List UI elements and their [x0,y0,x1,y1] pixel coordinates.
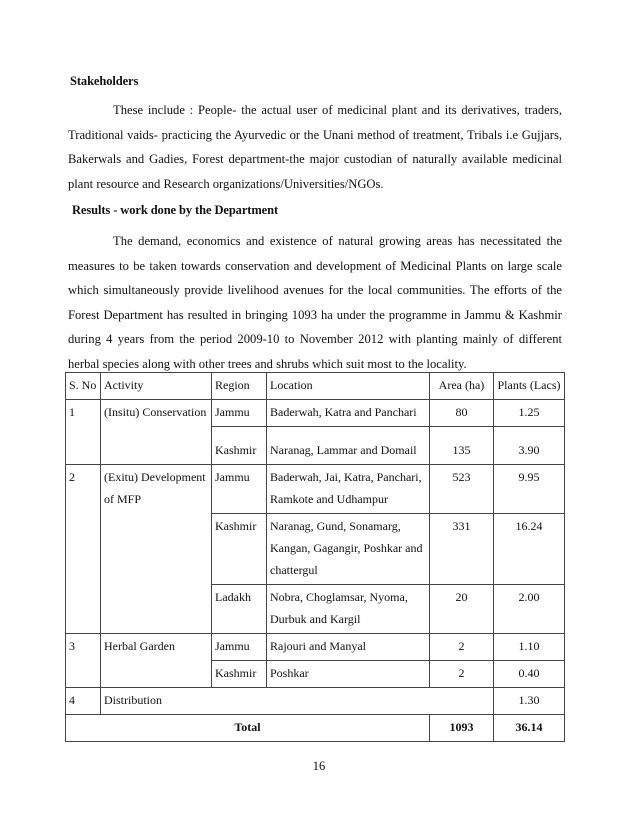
cell-sno: 3 [66,634,101,688]
cell-area: 2 [430,634,494,661]
cell-activity: (Exitu) Development of MFP [101,465,212,634]
cell-plants: 3.90 [494,427,565,465]
cell-location: Nobra, Choglamsar, Nyoma, Durbuk and Kargil [267,585,430,634]
cell-plants: 0.40 [494,661,565,688]
table-header-row [66,373,565,400]
cell-area: 20 [430,585,494,634]
activity-table [65,372,565,742]
cell-location: Poshkar [267,661,430,688]
header-activity: Activity [101,373,212,400]
cell-plants: 1.10 [494,634,565,661]
cell-sno: 4 [66,688,101,715]
cell-sno: 1 [66,400,101,465]
header-plants: Plants (Lacs) [494,373,565,400]
cell-activity: (Insitu) Conservation [101,400,212,465]
cell-location: Baderwah, Katra and Panchari [267,400,430,427]
cell-region: Jammu [212,634,267,661]
cell-region: Kashmir [212,514,267,585]
table-row [66,465,565,514]
stakeholders-paragraph: These include : People- the actual user of medicinal plant and its derivatives, traders, Traditional vaids- practicing the Ayurvedic or the Unani method of treatment, Tribals i.e Gujjars, Bakerwals and Gadies, Forest department-the major custodian of naturally available medicinal plant resource and Research organizations/Universities/NGOs. [68,103,562,191]
total-label: Total [66,715,430,742]
cell-location: Baderwah, Jai, Katra, Panchari, Ramkote and Udhampur [267,465,430,514]
stakeholders-heading: Stakeholders [70,74,139,88]
results-heading: Results - work done by the Department [72,203,279,217]
total-plants: 36.14 [494,715,565,742]
cell-sno: 2 [66,465,101,634]
cell-area: 523 [430,465,494,514]
cell-plants: 1.25 [494,400,565,427]
header-location: Location [267,373,430,400]
table-total-row [66,715,565,742]
cell-plants: 9.95 [494,465,565,514]
total-area: 1093 [430,715,494,742]
header-area: Area (ha) [430,373,494,400]
cell-plants: 16.24 [494,514,565,585]
cell-activity: Distribution [101,688,494,715]
cell-region: Kashmir [212,427,267,465]
cell-location: Naranag, Gund, Sonamarg, Kangan, Gagangir, Poshkar and chattergul [267,514,430,585]
cell-plants: 2.00 [494,585,565,634]
cell-area: 135 [430,427,494,465]
cell-region: Ladakh [212,585,267,634]
cell-location: Rajouri and Manyal [267,634,430,661]
header-region: Region [212,373,267,400]
cell-plants: 1.30 [494,688,565,715]
results-paragraph: The demand, economics and existence of natural growing areas has necessitated the measures to be taken towards conservation and development of Medicinal Plants on large scale which simultaneously provide livelihood avenues for the local communities. The efforts of the Forest Department has resulted in bringing 1093 ha under the programme in Jammu & Kashmir during 4 years from the period 2009-10 to November 2012 with planting mainly of different herbal species along with other trees and shrubs which suit most to the locality. [68,234,562,371]
table-row [66,634,565,661]
cell-area: 80 [430,400,494,427]
cell-activity: Herbal Garden [101,634,212,688]
table-row [66,400,565,427]
cell-location: Naranag, Lammar and Domail [267,427,430,465]
cell-region: Kashmir [212,661,267,688]
cell-area: 331 [430,514,494,585]
header-sno: S. No [66,373,101,400]
cell-area: 2 [430,661,494,688]
cell-region: Jammu [212,400,267,427]
cell-region: Jammu [212,465,267,514]
page-number: 16 [312,759,326,773]
table-row [66,688,565,715]
